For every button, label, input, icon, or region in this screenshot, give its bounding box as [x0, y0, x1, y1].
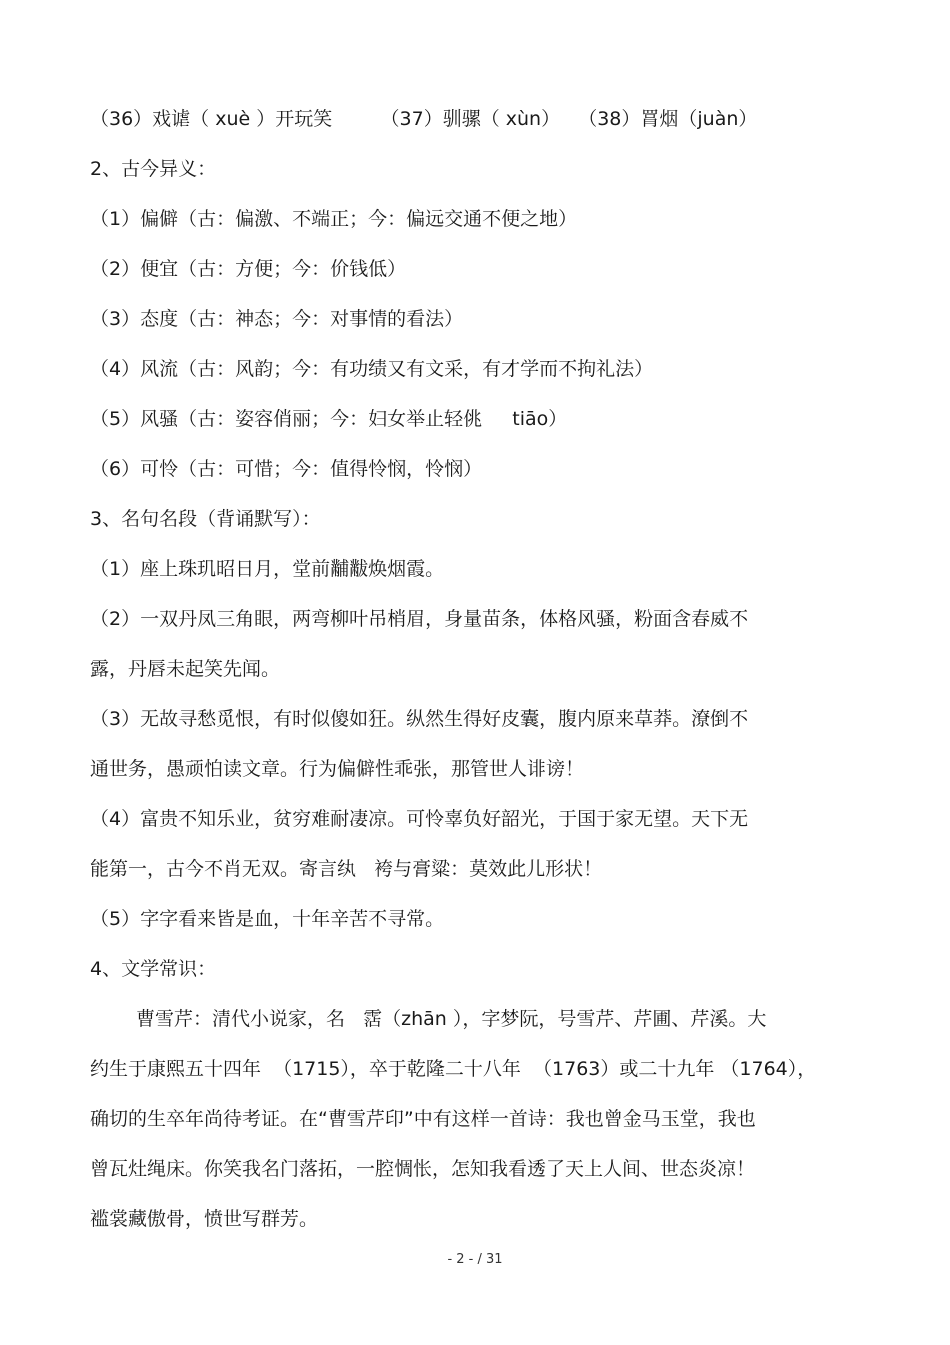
text-line-1: （36）戏谑（ xuè ）开玩笑 （37）驯骡（ xùn） （38）罥烟（juàn） — [90, 108, 758, 130]
page-number: - 2 - / 31 — [447, 1252, 503, 1267]
text-line-17: （5）字字看来皆是血，十年辛苦不寻常。 — [90, 908, 445, 930]
text-line-13: （3）无故寻愁觅恨，有时似傻如狂。纵然生得好皮囊，腹内原来草莽。潦倒不 — [90, 708, 749, 730]
text-line-7: （5）风骚（古：姿容俏丽；今：妇女举止轻佻 tiāo） — [90, 408, 568, 430]
text-line-6: （4）风流（古：风韵；今：有功绩又有文采，有才学而不拘礼法） — [90, 358, 654, 380]
section-heading-4: 4、文学常识： — [90, 958, 217, 980]
text-line-15: （4）富贵不知乐业，贫穷难耐凄凉。可怜辜负好韶光，于国于家无望。天下无 — [90, 808, 749, 830]
text-line-16: 能第一，古今不肖无双。寄言纨 袴与膏粱：莫效此儿形状！ — [90, 858, 603, 880]
paragraph-line-2: 约生于康熙五十四年 （1715），卒于乾隆二十八年 （1763）或二十九年 （1764）， — [90, 1058, 817, 1080]
text-line-3: （1）偏僻（古：偏激、不端正；今：偏远交通不便之地） — [90, 208, 578, 230]
text-line-11: （2）一双丹凤三角眼，两弯柳叶吊梢眉，身量苗条，体格风骚，粉面含春威不 — [90, 608, 749, 630]
text-line-10: （1）座上珠玑昭日月，堂前黼黻焕烟霞。 — [90, 558, 445, 580]
paragraph-line-5: 褴裳藏傲骨，愤世写群芳。 — [90, 1208, 319, 1230]
paragraph-line-3: 确切的生卒年尚待考证。在“曹雪芹印”中有这样一首诗：我也曾金马玉堂，我也 — [90, 1108, 756, 1130]
text-line-5: （3）态度（古：神态；今：对事情的看法） — [90, 308, 464, 330]
section-heading-3: 3、名句名段（背诵默写）： — [90, 508, 321, 530]
paragraph-line-4: 曾瓦灶绳床。你笑我名门落拓，一腔惆怅，怎知我看透了天上人间、世态炎凉！ — [90, 1158, 756, 1180]
section-heading-2: 2、古今异义： — [90, 158, 217, 180]
paragraph-line-1: 曹雪芹：清代小说家，名 霑（zhān ），字梦阮，号雪芹、芹圃、芹溪。大 — [136, 1008, 767, 1030]
text-line-8: （6）可怜（古：可惜；今：值得怜悯，怜悯） — [90, 458, 483, 480]
text-line-12: 露，丹唇未起笑先闻。 — [90, 658, 281, 680]
text-line-4: （2）便宜（古：方便；今：价钱低） — [90, 258, 407, 280]
text-line-14: 通世务，愚顽怕读文章。行为偏僻性乖张，那管世人诽谤！ — [90, 758, 585, 780]
